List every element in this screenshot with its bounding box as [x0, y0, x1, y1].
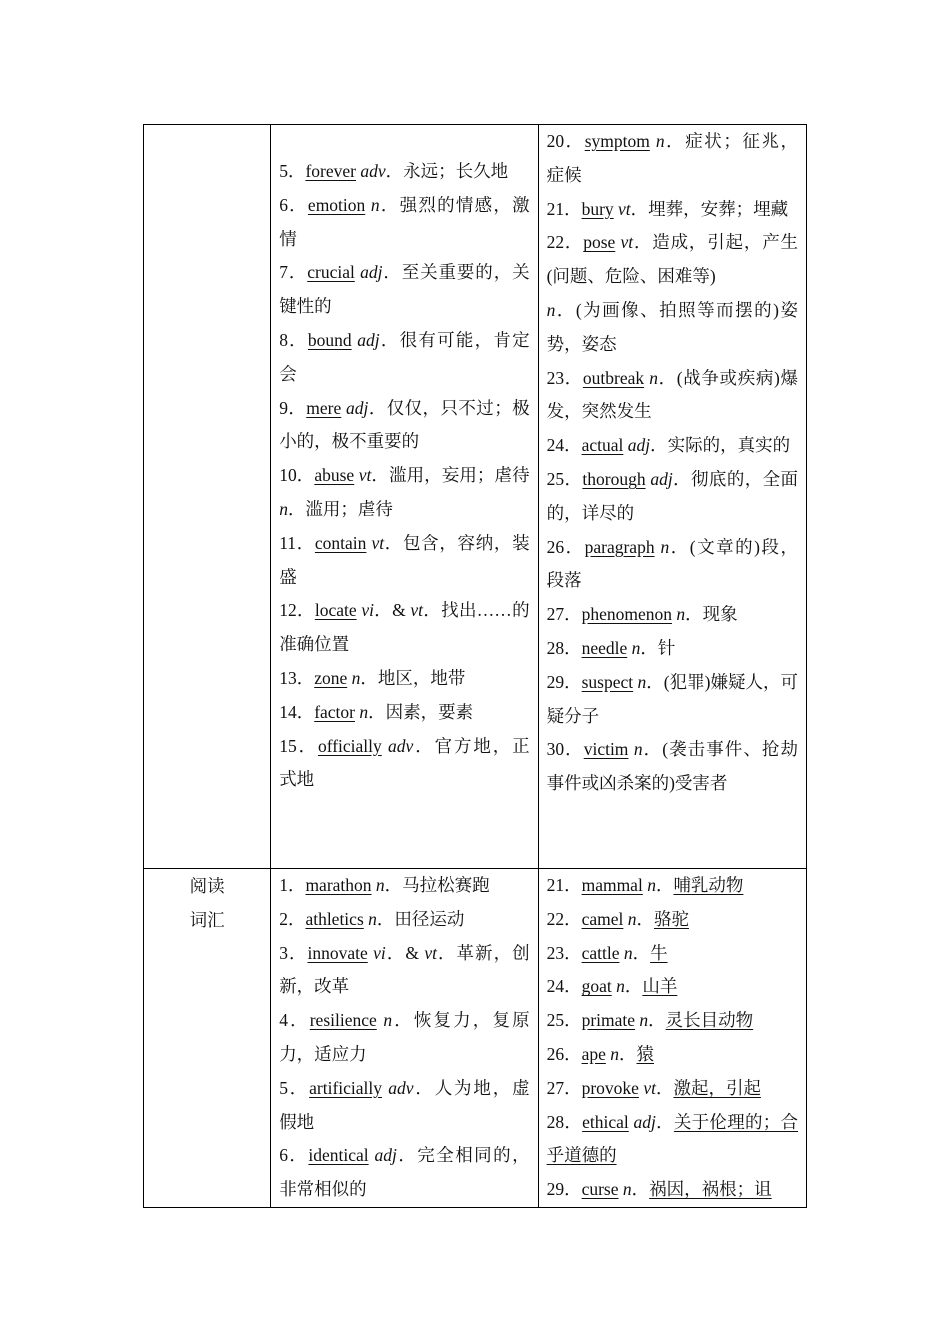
entry-word: camel [581, 908, 624, 929]
vocab-entry [279, 1072, 529, 1140]
part-of-speech: n [616, 976, 625, 997]
vocab-entry [279, 392, 529, 460]
entry-number: 29． [546, 671, 582, 692]
entry-separator: ． [648, 1010, 666, 1031]
vocab-entry [279, 1139, 529, 1207]
entry-number: 21． [546, 875, 582, 895]
entry-separator: ． [655, 1111, 674, 1132]
entry-number: 13． [279, 667, 315, 688]
entry-separator: ． [631, 1179, 650, 1200]
entry-answer: 山羊 [642, 976, 678, 997]
entry-definition: ．强烈的情感，激情 [279, 194, 530, 249]
entry-word: primate [581, 1010, 636, 1031]
part-of-speech: adj [633, 1111, 656, 1132]
entry-word: abuse [314, 465, 355, 486]
vocab-entry [279, 459, 529, 527]
entry-number: 12． [279, 600, 315, 621]
vocab-entry [279, 937, 529, 1005]
entry-definition: ．现象 [685, 604, 738, 625]
entry-word: outbreak [582, 367, 645, 388]
entry-definition: ．仅仅，只不过；极小的，极不重要的 [279, 397, 530, 452]
entry-word: needle [581, 637, 628, 658]
part-of-speech: n [375, 875, 385, 895]
part-of-speech: vt [424, 942, 437, 963]
entry-answer: 哺乳动物 [673, 875, 744, 895]
entry-definition: ．彻底的，全面的，详尽的 [546, 468, 799, 523]
part-of-speech: n [655, 131, 665, 151]
entry-word: bury [581, 198, 614, 219]
entry-word: artificially [309, 1077, 383, 1098]
part-of-speech: n [647, 875, 656, 895]
entry-number: 5． [279, 1077, 310, 1098]
entry-word: forever [305, 161, 356, 181]
entry-number: 22． [546, 232, 584, 253]
entry-number: 22． [546, 908, 582, 929]
entry-number: 15． [279, 735, 318, 756]
entry-definition: ．地区，地带 [360, 667, 466, 688]
part-of-speech: n [639, 1010, 649, 1031]
entry-number: 11． [279, 532, 315, 553]
entry-definition: ．(文章的)段，段落 [546, 536, 798, 591]
entry-word: zone [314, 667, 348, 688]
entry-word: crucial [307, 262, 355, 283]
entry-definition: ．包含，容纳，装盛 [279, 532, 530, 587]
vocab-entry [547, 903, 798, 937]
entry-number: 25． [546, 468, 583, 489]
entry-definition: ．因素，要素 [368, 701, 474, 722]
part-of-speech: n [633, 739, 643, 760]
entry-word: victim [583, 739, 629, 760]
entry-word: bound [307, 329, 352, 350]
vocab-entry [547, 1173, 798, 1207]
entry-word: mere [306, 397, 342, 418]
vocab-entry [279, 696, 529, 730]
entry-list [539, 869, 806, 1207]
entry-number: 25． [546, 1010, 582, 1031]
part-of-speech: vt [410, 600, 424, 621]
vocab-column-left [271, 869, 538, 1208]
entry-separator: ． [624, 976, 643, 997]
vocab-entry [279, 189, 529, 257]
entry-number: 9． [279, 397, 307, 418]
entry-definition: ．(袭击事件、抢劫事件或凶杀案的)受害者 [546, 739, 798, 794]
entry-definition: ．至关重要的，关键性的 [279, 262, 530, 317]
entry-number: 10． [279, 465, 315, 486]
part-of-speech: n [649, 367, 658, 388]
entry-definition: ．实际的，真实的 [650, 435, 791, 456]
vocab-entry [547, 463, 798, 531]
part-of-speech: vt [618, 198, 631, 219]
entry-number: 27． [546, 1077, 582, 1098]
vocabulary-table [143, 124, 807, 1208]
entry-definition: ．革新，创新，改革 [279, 942, 530, 997]
vocab-entry [279, 256, 529, 324]
entry-definition: ．造成，引起，产生(问题、危险、困难等) [546, 232, 799, 287]
entry-definition: ．(犯罪)嫌疑人，可疑分子 [546, 671, 799, 726]
entry-number: 30． [546, 739, 584, 760]
entry-word: provoke [581, 1077, 639, 1098]
part-of-speech: n [660, 536, 670, 557]
vocab-entry [547, 733, 798, 801]
entry-number: 26． [546, 1043, 582, 1064]
vocab-column-left [271, 125, 538, 869]
vocab-entry [547, 1004, 798, 1038]
entry-definition: ．完全相同的，非常相似的 [279, 1145, 530, 1200]
entry-number: 14． [279, 701, 315, 722]
entry-word: curse [581, 1179, 619, 1200]
entry-number: 6． [279, 194, 308, 215]
entry-number: 24． [546, 976, 582, 997]
entry-word: ethical [582, 1111, 629, 1132]
vocab-entry [547, 193, 798, 227]
entry-separator: ． [655, 1077, 674, 1098]
entry-number: 8． [279, 329, 308, 350]
table-row [144, 869, 807, 1208]
entry-number: 28． [546, 637, 582, 658]
entry-separator: ． [655, 875, 674, 895]
entry-number: 28． [546, 1111, 583, 1132]
part-of-speech: vt [643, 1077, 656, 1098]
section-label-line: 阅读 [189, 876, 225, 896]
entry-word: athletics [305, 908, 364, 929]
part-of-speech: n [627, 908, 637, 929]
part-of-speech: adj [357, 329, 380, 350]
entry-answer: 祸因，祸根；诅 [649, 1179, 772, 1200]
entry-word: thorough [582, 468, 646, 489]
vocab-entry [547, 937, 798, 971]
vocab-entry [547, 125, 798, 193]
section-label-cell [144, 125, 271, 869]
entry-number: 29． [546, 1179, 582, 1200]
entry-definition: ．找出……的准确位置 [279, 600, 530, 655]
entry-word: suspect [581, 671, 634, 692]
part-of-speech: n [279, 498, 288, 519]
entry-word: pose [583, 232, 616, 253]
entry-separator: ． [636, 908, 654, 929]
entry-answer: 关于伦理的；合乎道德的 [546, 1111, 799, 1166]
entry-word: locate [314, 600, 357, 621]
part-of-speech: adj [627, 435, 651, 456]
part-of-speech: n [370, 194, 380, 215]
entry-definition: ．很有可能，肯定会 [279, 329, 530, 384]
entry-word: symptom [584, 131, 650, 151]
entry-definition: ．官方地，正式地 [279, 735, 530, 790]
part-of-speech: vi [373, 942, 386, 963]
entry-definition: ．(战争或疾病)爆发，突然发生 [546, 367, 799, 422]
vocab-entry [547, 598, 798, 632]
vocab-entry [547, 226, 798, 361]
entry-word: ape [581, 1043, 606, 1064]
entry-definition: ．埋葬，安葬；埋藏 [630, 198, 789, 219]
vocab-entry [279, 662, 529, 696]
entry-number: 6． [279, 1145, 309, 1166]
entry-number: 3． [279, 942, 308, 963]
part-of-speech: adv [388, 735, 414, 756]
vocab-entry [279, 730, 529, 798]
entry-number: 24． [546, 435, 582, 456]
vocab-entry [279, 869, 529, 903]
vocab-entry [547, 1072, 798, 1106]
entry-word: goat [581, 976, 612, 997]
entry-definition: ．针 [640, 637, 676, 658]
entry-number: 7． [279, 262, 308, 283]
vocab-entry [547, 632, 798, 666]
entry-word: emotion [307, 194, 366, 215]
entry-definition: ．(为画像、拍照等而摆的)姿势，姿态 [546, 299, 798, 354]
entry-word: actual [581, 435, 624, 456]
vocab-entry [547, 1038, 798, 1072]
entry-definition: ．田径运动 [376, 908, 465, 929]
part-of-speech: n [351, 667, 361, 688]
part-of-speech: n [637, 671, 647, 692]
entry-number: 4． [279, 1010, 310, 1031]
table-row [144, 125, 807, 869]
entry-number: 1． [279, 875, 306, 895]
entry-definition: ．人为地，虚假地 [279, 1077, 530, 1132]
vocab-entry [547, 970, 798, 1004]
part-of-speech: n [622, 1179, 632, 1200]
entry-number: 27． [546, 604, 582, 625]
entry-number: 5． [279, 161, 306, 181]
entry-list [271, 869, 537, 1207]
part-of-speech: vi [361, 600, 374, 621]
vocab-entry [279, 324, 529, 392]
section-label [144, 869, 270, 937]
vocab-entry [279, 594, 529, 662]
entry-number: 2． [279, 908, 306, 929]
part-of-speech: n [383, 1010, 393, 1031]
entry-definition: ．& [373, 600, 406, 621]
entry-answer: 猿 [636, 1043, 654, 1064]
entry-answer: 激起，引起 [673, 1077, 761, 1098]
entry-number: 26． [546, 536, 585, 557]
entry-number: 23． [546, 942, 582, 963]
part-of-speech: n [676, 604, 686, 625]
entry-separator: ． [632, 942, 651, 963]
vocab-entry [547, 666, 798, 734]
part-of-speech: vt [620, 232, 634, 253]
entry-number: 23． [546, 367, 583, 388]
part-of-speech: n [359, 701, 369, 722]
part-of-speech: adj [346, 397, 369, 418]
entry-list [539, 125, 806, 801]
vocab-column-right [538, 869, 806, 1208]
entry-definition: ．滥用；虐待 [287, 498, 393, 519]
part-of-speech: n [631, 637, 641, 658]
vocab-entry [547, 869, 798, 903]
entry-definition: ．恢复力，复原力，适应力 [279, 1010, 530, 1064]
entry-word: phenomenon [581, 604, 672, 625]
entry-word: resilience [309, 1010, 377, 1031]
entry-number: 21． [546, 198, 582, 219]
part-of-speech: vt [358, 465, 372, 486]
part-of-speech: n [368, 908, 377, 929]
vocab-entry [547, 362, 798, 430]
entry-definition: ．永远；长久地 [385, 161, 509, 181]
part-of-speech: n [623, 942, 633, 963]
entry-word: mammal [581, 875, 643, 895]
vocab-entry [547, 531, 798, 599]
entry-word: officially [317, 735, 382, 756]
entry-definition: ．症状；征兆，症候 [546, 131, 799, 185]
section-label-line: 词汇 [189, 910, 225, 930]
entry-definition: ．马拉松赛跑 [384, 875, 490, 895]
vocab-entry [279, 903, 529, 937]
vocab-entry [279, 155, 529, 189]
entry-word: innovate [307, 942, 368, 963]
entry-word: identical [308, 1145, 369, 1166]
part-of-speech: n [546, 299, 556, 320]
vocab-entry [547, 1106, 798, 1174]
entry-answer: 骆驼 [653, 908, 689, 929]
part-of-speech: adj [650, 468, 673, 489]
part-of-speech: adj [374, 1145, 397, 1166]
entry-definition: ．& [385, 942, 419, 963]
part-of-speech: adv [360, 161, 386, 181]
entry-word: cattle [581, 942, 620, 963]
part-of-speech: adj [360, 262, 383, 283]
section-label-cell [144, 869, 271, 1208]
vocab-column-right [538, 125, 806, 869]
entry-word: factor [314, 701, 355, 722]
vocab-entry [547, 429, 798, 463]
entry-word: contain [314, 532, 367, 553]
entry-separator: ． [619, 1043, 637, 1064]
entry-number: 20． [546, 131, 585, 151]
entry-definition: ．滥用，妄用；虐待 [371, 465, 530, 486]
part-of-speech: n [610, 1043, 619, 1064]
vocab-entry [279, 527, 529, 595]
vocab-entry [279, 1004, 529, 1072]
entry-list [271, 125, 537, 797]
entry-answer: 灵长目动物 [665, 1010, 754, 1031]
part-of-speech: vt [371, 532, 385, 553]
part-of-speech: adv [388, 1077, 414, 1098]
entry-answer: 牛 [650, 942, 668, 963]
entry-word: marathon [305, 875, 372, 895]
entry-word: paragraph [584, 536, 655, 557]
